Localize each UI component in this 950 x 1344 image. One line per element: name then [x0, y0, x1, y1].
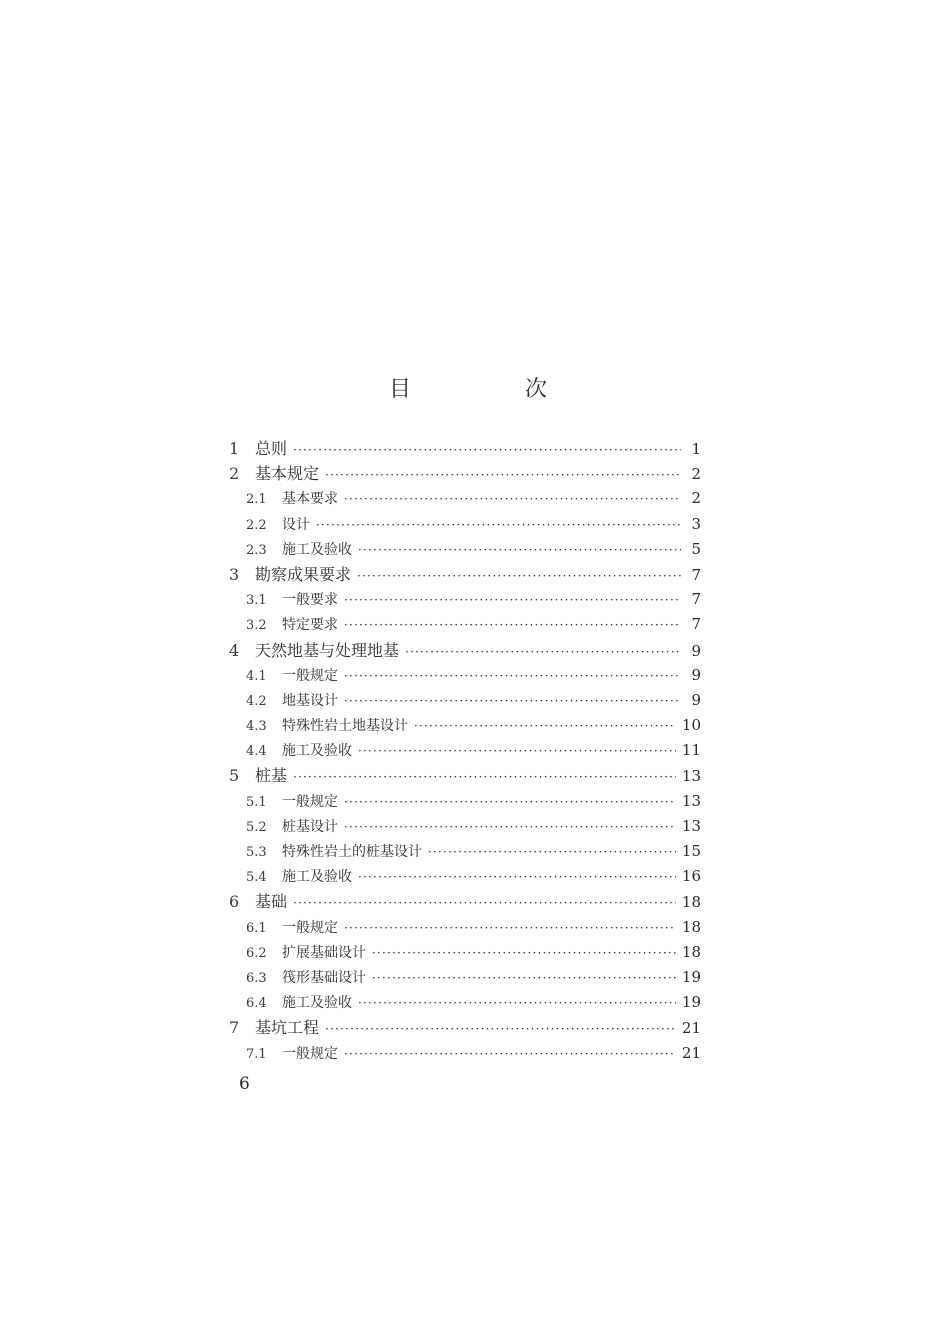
toc-chapter-entry: [229, 436, 701, 461]
toc-dot-leader: [357, 564, 681, 589]
toc-entry-page: 13: [681, 816, 701, 835]
toc-entry-number: 5: [229, 766, 240, 786]
table-of-contents: [229, 436, 701, 1066]
toc-entry-page: 2: [691, 489, 701, 508]
toc-section-entry: [229, 537, 701, 562]
toc-entry-page: 18: [681, 893, 701, 912]
toc-entry-number: 7: [229, 1018, 240, 1038]
toc-entry-title: 筏形基础设计: [282, 969, 366, 986]
toc-entry-number: 3.2: [246, 618, 267, 634]
toc-section-entry: [229, 688, 701, 713]
toc-dot-leader: [358, 865, 676, 890]
toc-section-entry: [229, 789, 701, 814]
toc-entry-title: 一般规定: [282, 919, 338, 936]
toc-entry-title: 桩基设计: [282, 818, 338, 835]
toc-entry-title: 特殊性岩土地基设计: [282, 718, 408, 735]
toc-entry-title: 施工及验收: [282, 541, 352, 558]
toc-entry-number: 5.3: [246, 845, 267, 860]
toc-section-entry: [229, 839, 701, 864]
toc-entry-page: 18: [681, 942, 701, 961]
toc-section-entry: [229, 965, 701, 990]
toc-entry-page: 19: [681, 967, 701, 986]
toc-entry-title: 特殊性岩土的桩基设计: [282, 844, 422, 860]
toc-entry-title: 天然地基与处理地基: [255, 640, 400, 660]
toc-chapter-entry: [229, 562, 701, 587]
toc-entry-number: 4.2: [246, 693, 267, 709]
toc-entry-number: 5.1: [246, 794, 267, 810]
toc-section-entry: [229, 738, 701, 763]
toc-section-entry: [229, 990, 701, 1015]
toc-entry-page: 13: [681, 791, 701, 810]
toc-chapter-entry: [229, 461, 701, 486]
toc-section-entry: [229, 1041, 701, 1066]
toc-entry-page: 9: [691, 665, 701, 684]
toc-entry-page: 10: [681, 716, 701, 735]
toc-entry-page: 3: [691, 514, 701, 533]
toc-dot-leader: [428, 840, 676, 865]
toc-entry-number: 5.4: [246, 870, 267, 886]
toc-entry-number: 6.3: [246, 970, 267, 986]
toc-entry-title: 一般要求: [282, 592, 338, 609]
toc-entry-number: 3.1: [246, 593, 267, 609]
toc-dot-leader: [414, 714, 676, 739]
toc-entry-page: 5: [691, 539, 701, 558]
toc-entry-title: 一般规定: [282, 793, 338, 810]
toc-entry-title: 一般规定: [282, 1045, 338, 1062]
toc-dot-leader: [344, 664, 681, 689]
toc-entry-title: 基本规定: [255, 464, 320, 484]
toc-entry-number: 6.1: [246, 920, 267, 936]
toc-dot-leader: [372, 966, 676, 991]
toc-entry-title: 地基设计: [282, 692, 338, 709]
toc-dot-leader: [344, 689, 681, 714]
toc-entry-number: 5.2: [246, 819, 267, 835]
toc-entry-title: 施工及验收: [282, 869, 352, 886]
toc-entry-page: 7: [691, 565, 701, 584]
toc-dot-leader: [358, 739, 676, 764]
toc-entry-title: 施工及验收: [282, 743, 352, 760]
toc-dot-leader: [316, 513, 681, 538]
toc-chapter-entry: [229, 1015, 701, 1040]
toc-entry-title: 设计: [282, 516, 310, 533]
toc-section-entry: [229, 915, 701, 940]
toc-dot-leader: [344, 815, 676, 840]
toc-entry-number: 4.3: [246, 719, 267, 735]
toc-entry-page: 19: [681, 993, 701, 1012]
toc-entry-title: 一般规定: [282, 667, 338, 684]
toc-entry-title: 基本要求: [282, 491, 338, 508]
toc-dot-leader: [405, 640, 681, 665]
toc-entry-page: 9: [691, 641, 701, 660]
toc-dot-leader: [344, 487, 681, 512]
toc-section-entry: [229, 940, 701, 965]
toc-dot-leader: [344, 916, 676, 941]
toc-entry-number: 3: [229, 564, 240, 584]
toc-entry-page: 18: [681, 917, 701, 936]
toc-dot-leader: [293, 891, 676, 916]
toc-section-entry: [229, 512, 701, 537]
toc-entry-page: 13: [681, 767, 701, 786]
toc-entry-title: 施工及验收: [282, 995, 352, 1012]
toc-entry-page: 16: [681, 867, 701, 886]
page-title: 目 次: [388, 377, 593, 402]
toc-dot-leader: [372, 941, 676, 966]
toc-dot-leader: [344, 613, 681, 638]
toc-entry-number: 7.1: [246, 1046, 267, 1062]
toc-entry-title: 勘察成果要求: [255, 564, 352, 584]
toc-entry-number: 2.3: [246, 542, 267, 558]
toc-entry-page: 15: [681, 842, 701, 860]
toc-entry-page: 21: [681, 1043, 701, 1062]
toc-entry-number: 4: [229, 640, 240, 660]
toc-section-entry: [229, 713, 701, 738]
toc-section-entry: [229, 612, 701, 637]
toc-entry-title: 桩基: [255, 766, 288, 786]
toc-entry-page: 11: [681, 741, 701, 760]
toc-entry-title: 基础: [255, 892, 288, 912]
toc-dot-leader: [344, 790, 676, 815]
toc-section-entry: [229, 663, 701, 688]
toc-entry-number: 4.1: [246, 668, 267, 684]
toc-chapter-entry: [229, 763, 701, 788]
toc-entry-page: 9: [691, 690, 701, 709]
toc-section-entry: [229, 486, 701, 511]
toc-entry-title: 总则: [255, 439, 288, 458]
toc-dot-leader: [344, 588, 681, 613]
toc-section-entry: [229, 814, 701, 839]
toc-dot-leader: [325, 1017, 676, 1042]
page-number: 6: [239, 1074, 250, 1094]
toc-entry-page: 2: [691, 465, 701, 484]
toc-dot-leader: [293, 438, 681, 463]
toc-entry-page: 1: [691, 440, 701, 458]
toc-dot-leader: [358, 538, 681, 563]
toc-entry-page: 7: [691, 615, 701, 634]
toc-entry-number: 2: [229, 464, 240, 484]
toc-entry-number: 6.2: [246, 945, 267, 961]
toc-entry-title: 特定要求: [282, 617, 338, 634]
toc-section-entry: [229, 587, 701, 612]
toc-entry-number: 2.2: [246, 517, 267, 533]
toc-chapter-entry: [229, 638, 701, 663]
toc-dot-leader: [358, 991, 676, 1016]
toc-chapter-entry: [229, 889, 701, 914]
toc-dot-leader: [344, 1042, 676, 1067]
toc-entry-page: 21: [681, 1019, 701, 1038]
toc-entry-page: 7: [691, 590, 701, 609]
toc-section-entry: [229, 864, 701, 889]
toc-entry-number: 6: [229, 892, 240, 912]
toc-dot-leader: [325, 463, 681, 488]
toc-entry-title: 扩展基础设计: [282, 944, 366, 961]
toc-entry-number: 6.4: [246, 996, 267, 1012]
toc-entry-number: 1: [229, 439, 240, 458]
toc-entry-number: 4.4: [246, 744, 267, 760]
toc-entry-title: 基坑工程: [255, 1018, 320, 1038]
toc-dot-leader: [293, 765, 676, 790]
toc-entry-number: 2.1: [246, 492, 267, 508]
